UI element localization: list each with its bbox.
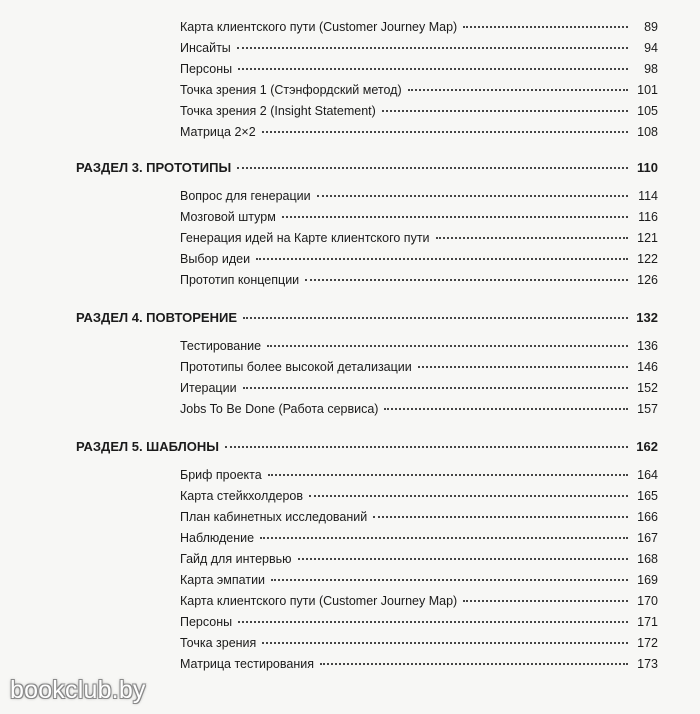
toc-section-title: РАЗДЕЛ 3. ПРОТОТИПЫ bbox=[76, 160, 232, 175]
toc-entry bbox=[180, 402, 658, 422]
toc-entry bbox=[180, 510, 658, 530]
toc-entry-title: Точка зрения 1 (Стэнфордский метод) bbox=[180, 83, 402, 97]
toc-entry-title: Карта эмпатии bbox=[180, 573, 266, 587]
toc-entry-title: Персоны bbox=[180, 62, 233, 76]
toc-entry bbox=[180, 339, 658, 359]
toc-leader-dots bbox=[384, 408, 628, 410]
toc-entry bbox=[180, 594, 658, 614]
toc-leader-dots bbox=[238, 68, 628, 70]
toc-entry-page: 136 bbox=[637, 339, 658, 353]
toc-entry bbox=[180, 636, 658, 656]
toc-entry-page: 171 bbox=[637, 615, 658, 629]
toc-leader-dots bbox=[317, 195, 628, 197]
toc-entry-page: 98 bbox=[644, 62, 658, 76]
toc-entry bbox=[180, 381, 658, 401]
watermark: bookclub.by bbox=[10, 676, 146, 704]
toc-section-heading bbox=[76, 439, 658, 459]
toc-entry-page: 172 bbox=[637, 636, 658, 650]
toc-leader-dots bbox=[271, 579, 628, 581]
toc-entry-page: 173 bbox=[637, 657, 658, 671]
toc-entry bbox=[180, 468, 658, 488]
toc-section-page: 162 bbox=[636, 439, 658, 454]
toc-leader-dots bbox=[262, 642, 628, 644]
toc-entry bbox=[180, 210, 658, 230]
toc-leader-dots bbox=[463, 26, 628, 28]
toc-entry bbox=[180, 531, 658, 551]
toc-entry-page: 146 bbox=[637, 360, 658, 374]
toc-entry-page: 167 bbox=[637, 531, 658, 545]
toc-leader-dots bbox=[238, 621, 628, 623]
toc-section-page: 132 bbox=[636, 310, 658, 325]
toc-leader-dots bbox=[243, 317, 628, 319]
toc-entry bbox=[180, 189, 658, 209]
toc-entry-title: Jobs To Be Done (Работа сервиса) bbox=[180, 402, 379, 416]
toc-entry-title: Мозговой штурм bbox=[180, 210, 276, 224]
toc-entry-page: 108 bbox=[637, 125, 658, 139]
toc-entry bbox=[180, 62, 658, 82]
toc-leader-dots bbox=[373, 516, 628, 518]
toc-entry-page: 170 bbox=[637, 594, 658, 608]
toc-leader-dots bbox=[282, 216, 628, 218]
toc-entry-page: 126 bbox=[637, 273, 658, 287]
toc-entry-title: Гайд для интервью bbox=[180, 552, 292, 566]
toc-entry-title: Вопрос для генерации bbox=[180, 189, 311, 203]
toc-entry-title: Прототипы более высокой детализации bbox=[180, 360, 412, 374]
toc-section-title: РАЗДЕЛ 4. ПОВТОРЕНИЕ bbox=[76, 310, 238, 325]
toc-leader-dots bbox=[268, 474, 628, 476]
toc-entry bbox=[180, 552, 658, 572]
toc-leader-dots bbox=[436, 237, 628, 239]
toc-entry-title: Тестирование bbox=[180, 339, 262, 353]
toc-leader-dots bbox=[262, 131, 628, 133]
toc-section-title: РАЗДЕЛ 5. ШАБЛОНЫ bbox=[76, 439, 219, 454]
toc-entry-title: Выбор идеи bbox=[180, 252, 251, 266]
toc-entry bbox=[180, 104, 658, 124]
toc-entry-title: Наблюдение bbox=[180, 531, 255, 545]
toc-leader-dots bbox=[237, 47, 628, 49]
toc-leader-dots bbox=[237, 167, 628, 169]
toc-entry bbox=[180, 573, 658, 593]
toc-entry-page: 164 bbox=[637, 468, 658, 482]
toc-entry-page: 105 bbox=[637, 104, 658, 118]
toc-entry-page: 169 bbox=[637, 573, 658, 587]
toc-entry bbox=[180, 273, 658, 293]
toc-entry bbox=[180, 83, 658, 103]
toc-leader-dots bbox=[418, 366, 628, 368]
toc-leader-dots bbox=[260, 537, 628, 539]
toc-entry bbox=[180, 360, 658, 380]
toc-entry-page: 122 bbox=[637, 252, 658, 266]
toc-leader-dots bbox=[298, 558, 629, 560]
toc-entry-title: Карта клиентского пути (Customer Journey Map) bbox=[180, 20, 458, 34]
toc-entry-title: Карта стейкхолдеров bbox=[180, 489, 304, 503]
toc-entry-page: 101 bbox=[637, 83, 658, 97]
toc-entry bbox=[180, 41, 658, 61]
toc-entry-page: 114 bbox=[638, 189, 658, 203]
toc-section-page: 110 bbox=[637, 160, 658, 175]
toc-entry bbox=[180, 252, 658, 272]
toc-leader-dots bbox=[267, 345, 628, 347]
toc-entry bbox=[180, 20, 658, 40]
toc-entry-page: 94 bbox=[644, 41, 658, 55]
toc-leader-dots bbox=[243, 387, 628, 389]
toc-entry bbox=[180, 489, 658, 509]
toc-entry-page: 121 bbox=[637, 231, 658, 245]
toc-entry bbox=[180, 231, 658, 251]
toc-entry-title: Точка зрения 2 (Insight Statement) bbox=[180, 104, 376, 118]
toc-entry-title: Генерация идей на Карте клиентского пути bbox=[180, 231, 430, 245]
toc-entry-page: 165 bbox=[637, 489, 658, 503]
toc-entry-title: Точка зрения bbox=[180, 636, 257, 650]
toc-entry-title: Карта клиентского пути (Customer Journey Map) bbox=[180, 594, 458, 608]
toc-entry-page: 116 bbox=[638, 210, 658, 224]
toc-entry-page: 157 bbox=[637, 402, 658, 416]
toc-section-heading bbox=[76, 160, 658, 180]
toc-leader-dots bbox=[309, 495, 628, 497]
toc-entry-page: 168 bbox=[637, 552, 658, 566]
toc-entry bbox=[180, 125, 658, 145]
toc-section-heading bbox=[76, 310, 658, 330]
toc-leader-dots bbox=[225, 446, 628, 448]
toc-leader-dots bbox=[320, 663, 628, 665]
toc-entry-page: 166 bbox=[637, 510, 658, 524]
toc-entry-page: 89 bbox=[644, 20, 658, 34]
toc-leader-dots bbox=[408, 89, 628, 91]
toc-entry-title: План кабинетных исследований bbox=[180, 510, 368, 524]
toc-entry-title: Инсайты bbox=[180, 41, 231, 55]
toc-leader-dots bbox=[463, 600, 628, 602]
toc-entry-title: Итерации bbox=[180, 381, 237, 395]
toc-entry-page: 152 bbox=[637, 381, 658, 395]
toc-entry-title: Матрица 2×2 bbox=[180, 125, 256, 139]
toc-leader-dots bbox=[305, 279, 628, 281]
toc-entry-title: Матрица тестирования bbox=[180, 657, 314, 671]
toc-leader-dots bbox=[256, 258, 628, 260]
toc-entry bbox=[180, 615, 658, 635]
toc-entry-title: Персоны bbox=[180, 615, 233, 629]
toc-entry-title: Бриф проекта bbox=[180, 468, 262, 482]
toc-entry bbox=[180, 657, 658, 677]
toc-leader-dots bbox=[382, 110, 628, 112]
toc-entry-title: Прототип концепции bbox=[180, 273, 300, 287]
